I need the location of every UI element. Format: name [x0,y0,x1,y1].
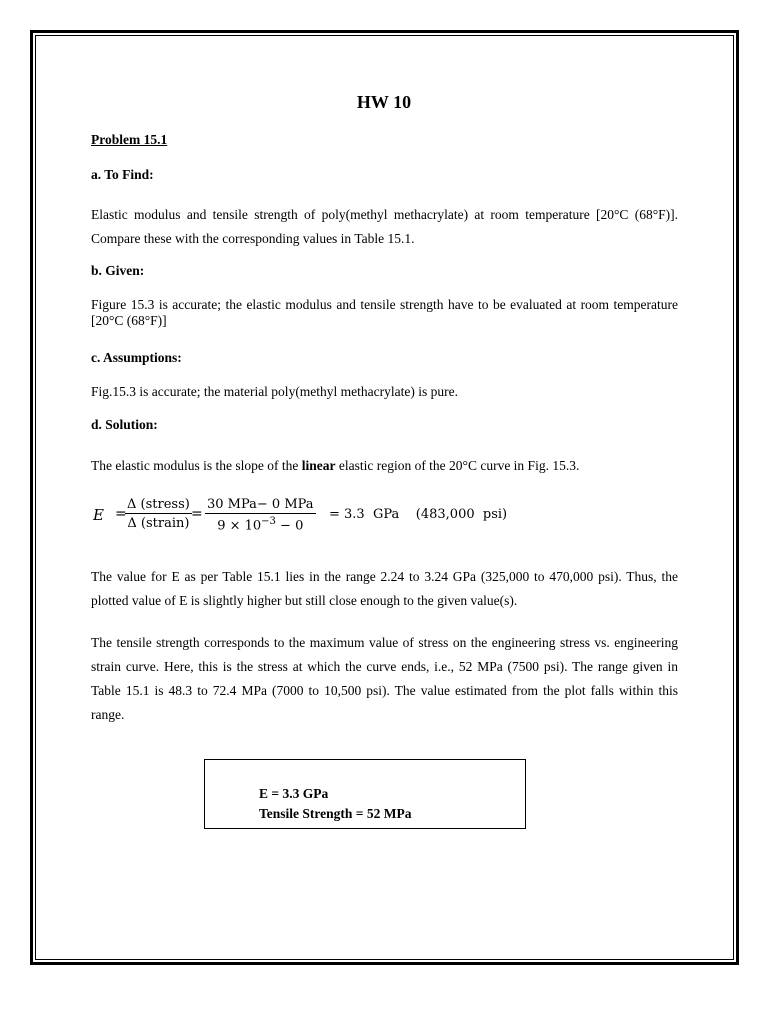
given-text: Figure 15.3 is accurate; the elastic modulus and tensile strength have to be evaluated at room temperature [20°C (68°F)] [91,297,678,328]
solution-heading: d. Solution: [91,417,158,432]
answer-tensile-strength: Tensile Strength = 52 MPa [259,806,412,821]
document-title: HW 10 [356,92,412,112]
solution-intro-start: The elastic modulus is the slope of the [91,458,302,473]
tensile-strength-paragraph: The tensile strength corresponds to the maximum value of stress on the engineering stress vs. engineering strain curve. Here, this is the stress at which the curve ends, i.e., 52 MPa (7500 psi). The range given in Table 15.1 is 48.3 to 72.4 MPa (7000 to 10,500 psi). The value estimated from the plot falls within this range. [91,635,678,722]
given-heading: b. Given: [91,263,145,278]
answer-box [204,759,526,829]
problem-heading: Problem 15.1 [91,132,168,147]
equation-result: = 3.3 GPa (483,000 psi) [329,507,508,522]
equation-equals-1: = [115,506,127,522]
to-find-text: Elastic modulus and tensile strength of poly(methyl methacrylate) at room temperature [20°C (68°F)]. Compare these with the corresponding values in Table 15.1. [91,207,678,246]
table-comparison-paragraph: The value for E as per Table 15.1 lies in the range 2.24 to 3.24 GPa (325,000 to 470,000 psi). Thus, the plotted value of E is slightly higher but still close enough to the given value(s). [91,569,678,608]
fraction-2-denominator [205,514,316,533]
fraction-1-numerator: Δ (stress) [127,497,190,512]
equation-symbol: E [93,506,104,524]
equation-fraction-1 [125,497,192,531]
to-find-heading: a. To Find: [91,167,154,182]
assumptions-text: Fig.15.3 is accurate; the material poly(methyl methacrylate) is pure. [91,384,458,399]
solution-intro-emphasis: linear [301,458,336,473]
elastic-modulus-equation [91,494,551,538]
fraction-2-denominator-tail: − 0 [275,518,304,534]
solution-intro [91,456,678,476]
assumptions-heading: c. Assumptions: [91,350,182,365]
solution-intro-end: elastic region of the 20°C curve in Fig. 15.3. [335,458,580,473]
fraction-2-denominator-exponent: −3 [261,516,276,527]
fraction-2-denominator-base: 9 × 10 [217,518,262,534]
fraction-2-numerator: 30 MPa− 0 MPa [207,497,314,512]
fraction-1-denominator: Δ (strain) [127,516,190,531]
answer-modulus: E = 3.3 GPa [259,786,329,801]
equation-equals-2: = [191,506,203,522]
equation-fraction-2 [205,497,316,533]
